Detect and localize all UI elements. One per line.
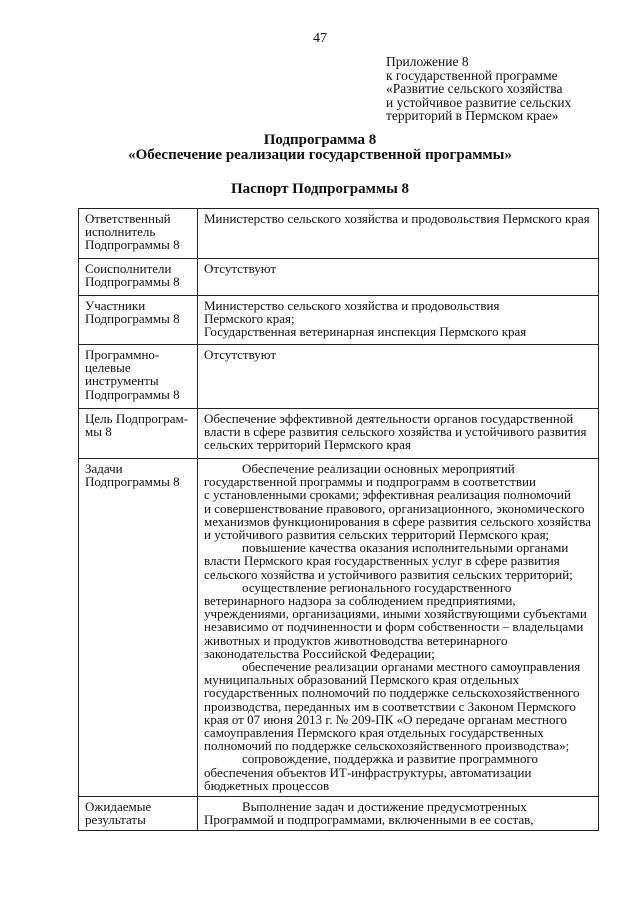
value-line: власти Пермского края государственных услуг в сфере развития xyxy=(204,553,560,569)
value-line: государственных полномочий по поддержке сельскохозяйственного xyxy=(204,685,580,701)
value-line: власти в сфере развития сельского хозяйства и устойчивого развития xyxy=(204,424,587,440)
row-label xyxy=(79,459,198,797)
label-line: Подпрограммы 8 xyxy=(85,274,180,290)
row-value xyxy=(198,345,599,409)
value-line: обеспечения объектов ИТ-инфраструктуры, автоматизации xyxy=(204,764,532,780)
label-line: Цель Подпрограм- xyxy=(85,411,189,426)
label-line: мы 8 xyxy=(85,424,112,440)
value-line: сельских территорий Пермского края xyxy=(204,437,411,453)
table-row xyxy=(79,259,599,296)
table-row-tasks xyxy=(79,459,599,797)
row-label xyxy=(79,345,198,409)
page-number: 47 xyxy=(313,31,327,46)
label-line: Подпрограммы 8 xyxy=(85,237,180,253)
table-row xyxy=(79,296,599,345)
value-line: полномочий по поддержке сельскохозяйственного производства»; xyxy=(204,738,570,754)
appendix-line: территорий в Пермском крае» xyxy=(386,108,559,123)
subprogram-name: «Обеспечение реализации государственной программы» xyxy=(128,147,512,163)
value-line: производства, переданных им в соответствии с Законом Пермского xyxy=(204,698,576,714)
appendix-line: «Развитие сельского хозяйства xyxy=(386,81,563,96)
label-line: Ожидаемые xyxy=(85,799,152,815)
passport-table xyxy=(78,208,599,831)
row-label xyxy=(79,296,198,345)
value-line: осуществление регионального государственного xyxy=(242,579,512,595)
row-value xyxy=(198,459,599,797)
value-line: и совершенствование правового, организационного, экономического xyxy=(204,500,585,516)
appendix-line: к государственной программе xyxy=(386,67,558,83)
label-line: Задачи xyxy=(85,461,123,476)
value-line: ветеринарного надзора за соблюдением предприятиями, xyxy=(204,593,516,609)
value-line: обеспечение реализации органами местного самоуправления xyxy=(242,659,581,675)
value-line: Выполнение задач и достижение предусмотренных xyxy=(242,799,527,815)
row-label xyxy=(79,259,198,296)
value-line: Пермского края; xyxy=(204,311,295,327)
label-line: инструменты xyxy=(85,373,159,389)
row-value xyxy=(198,296,599,345)
value-line: Обеспечение эффективной деятельности органов государственной xyxy=(204,411,574,426)
value-line: механизмов функционирования в сфере развития сельского хозяйства xyxy=(204,513,591,529)
value-line: законодательства Российской Федерации; xyxy=(204,645,435,661)
row-label xyxy=(79,209,198,259)
value-line: с установленными сроками; эффективная реализация полномочий xyxy=(204,487,571,503)
value-line: Отсутствуют xyxy=(204,347,277,362)
label-line: Подпрограммы 8 xyxy=(85,311,180,327)
value-line: Министерство сельского хозяйства и продовольствия Пермского края xyxy=(204,211,590,226)
label-line: Участники xyxy=(85,298,146,313)
row-label xyxy=(79,409,198,459)
appendix-line: и устойчивое развитие сельских xyxy=(386,94,572,110)
value-line: края от 07 июня 2013 г. № 209-ПК «О передаче органам местного xyxy=(204,711,568,727)
row-label xyxy=(79,797,198,831)
value-line: учреждениями, организациями, иными хозяйствующими субъектами xyxy=(204,606,587,622)
value-line: Обеспечение реализации основных мероприятий xyxy=(242,461,515,476)
label-line: целевые xyxy=(85,360,131,376)
subprogram-title: Подпрограмма 8 xyxy=(263,132,377,148)
label-line: Подпрограммы 8 xyxy=(85,386,180,402)
table-row xyxy=(79,209,599,259)
value-line: Программой и подпрограммами, включенными в ее состав, xyxy=(204,812,534,828)
label-line: исполнитель xyxy=(85,224,156,240)
value-line: Министерство сельского хозяйства и продовольствия xyxy=(204,298,500,313)
label-line: Программно- xyxy=(85,347,160,362)
label-line: результаты xyxy=(85,812,146,828)
value-line: и устойчивого развития сельских территорий Пермского края; xyxy=(204,527,550,543)
value-line: государственной программы и подпрограмм в соответствии xyxy=(204,474,536,490)
appendix-line: Приложение 8 xyxy=(386,54,469,69)
row-value xyxy=(198,259,599,296)
value-line: сельского хозяйства и устойчивого развития сельских территорий; xyxy=(204,566,573,582)
row-value xyxy=(198,209,599,259)
value-line: муниципальных образований Пермского края отдельных xyxy=(204,672,520,688)
value-line: самоуправления Пермского края отдельных государственных xyxy=(204,725,544,741)
label-line: Соисполнители xyxy=(85,261,172,276)
row-value xyxy=(198,409,599,459)
value-line: Отсутствуют xyxy=(204,261,277,276)
row-value xyxy=(198,797,599,831)
appendix-block xyxy=(386,55,626,123)
value-line: животных и продуктов животноводства ветеринарного xyxy=(204,632,508,648)
table-row-results xyxy=(79,797,599,831)
value-line: бюджетных процессов xyxy=(204,777,330,793)
label-line: Ответственный xyxy=(85,211,171,226)
value-line: независимо от подчиненности и форм собственности – владельцами xyxy=(204,619,584,635)
value-line: Государственная ветеринарная инспекция Пермского края xyxy=(204,324,527,340)
value-line: повышение качества оказания исполнительными органами xyxy=(242,540,569,556)
table-row xyxy=(79,345,599,409)
label-line: Подпрограммы 8 xyxy=(85,474,180,490)
table-row xyxy=(79,409,599,459)
value-line: сопровождение, поддержка и развитие программного xyxy=(242,751,539,767)
passport-title: Паспорт Подпрограммы 8 xyxy=(230,181,410,197)
